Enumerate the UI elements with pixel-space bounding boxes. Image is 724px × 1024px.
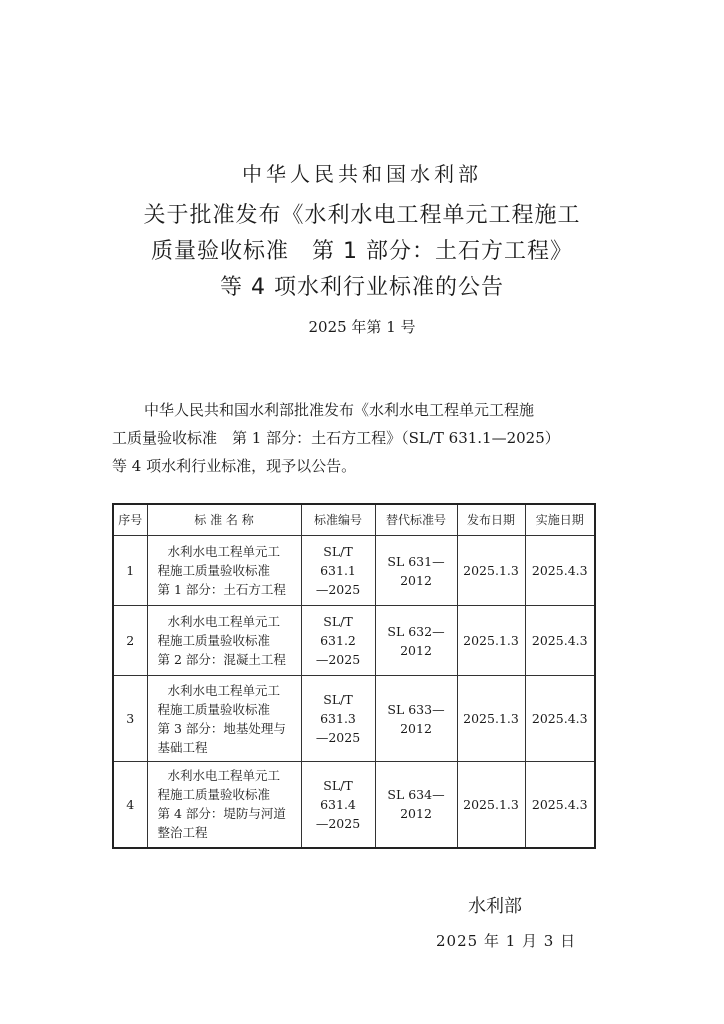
signature-date: 2025 年 1 月 3 日 [436,932,577,950]
body-line-3: 等 4 项水利行业标准，现予以公告。 [112,457,357,475]
body-line-2: 工质量验收标准 第 1 部分：土石方工程》（SL/T 631.1—2025） [112,429,560,447]
cell-seq: 3 [113,676,147,762]
cell-effective-date: 2025.4.3 [525,762,595,848]
name-line: 第 1 部分：土石方工程 [157,582,286,597]
name-line: 第 4 部分：堤防与河道 [157,806,286,822]
cell-seq: 2 [113,606,147,676]
title-line-2: 质量验收标准 第 1 部分：土石方工程》 [151,239,573,264]
name-line: 程施工质量验收标准 [157,701,271,717]
standards-table [112,503,596,849]
body-line-1: 中华人民共和国水利部批准发布《水利水电工程单元工程施 [144,401,535,419]
cell-code [301,536,375,606]
table-header-row [113,504,595,536]
code-line: —2025 [315,652,361,667]
table-row [113,676,595,762]
name-line: 水利水电工程单元工 [167,614,281,629]
cell-effective-date: 2025.4.3 [525,606,595,676]
name-line: 水利水电工程单元工 [167,544,281,559]
cell-code [301,762,375,848]
cell-effective-date: 2025.4.3 [525,676,595,762]
name-line: 程施工质量验收标准 [157,787,271,803]
cell-replaces: SL 634—2012 [375,762,457,848]
cell-seq: 1 [113,536,147,606]
name-line: 基础工程 [157,739,208,755]
code-line: SL/T 631.1 [320,544,356,578]
cell-publish-date: 2025.1.3 [457,676,525,762]
header-code: 标准编号 [301,504,375,536]
code-line: SL/T 631.4 [320,777,356,812]
title-line-3: 等 4 项水利行业标准的公告 [220,275,504,300]
cell-name [147,676,301,762]
name-line: 水利水电工程单元工 [167,682,281,698]
cell-publish-date: 2025.1.3 [457,606,525,676]
code-line: SL/T 631.2 [320,614,356,648]
issuing-authority: 中华人民共和国水利部 [242,162,482,186]
cell-publish-date: 2025.1.3 [457,536,525,606]
table-row [113,536,595,606]
table-row [113,762,595,848]
header-seq: 序号 [113,504,147,536]
code-line: —2025 [315,730,361,745]
cell-replaces: SL 631—2012 [375,536,457,606]
name-line: 程施工质量验收标准 [157,563,271,578]
header-name: 标 准 名 称 [147,504,301,536]
name-line: 整治工程 [157,825,208,841]
title-line-1: 关于批准发布《水利水电工程单元工程施工 [143,203,581,228]
name-line: 第 2 部分：混凝土工程 [157,652,286,667]
cell-name [147,606,301,676]
name-line: 程施工质量验收标准 [157,633,271,648]
announcement-title [60,198,664,306]
code-line: —2025 [315,815,361,831]
name-line: 水利水电工程单元工 [167,768,281,784]
cell-replaces: SL 632—2012 [375,606,457,676]
cell-name [147,762,301,848]
header-publish-date: 发布日期 [457,504,525,536]
cell-seq: 4 [113,762,147,848]
header-effective-date: 实施日期 [525,504,595,536]
cell-name [147,536,301,606]
cell-effective-date: 2025.4.3 [525,536,595,606]
signature: 水利部 [468,896,522,917]
announcement-body [112,396,612,480]
name-line: 第 3 部分：地基处理与 [157,720,286,736]
table-row [113,606,595,676]
cell-code [301,606,375,676]
cell-code [301,676,375,762]
header-replaces: 替代标准号 [375,504,457,536]
code-line: SL/T 631.3 [320,692,356,726]
code-line: —2025 [315,582,361,597]
announcement-number: 2025 年第 1 号 [308,318,416,336]
cell-publish-date: 2025.1.3 [457,762,525,848]
cell-replaces: SL 633—2012 [375,676,457,762]
